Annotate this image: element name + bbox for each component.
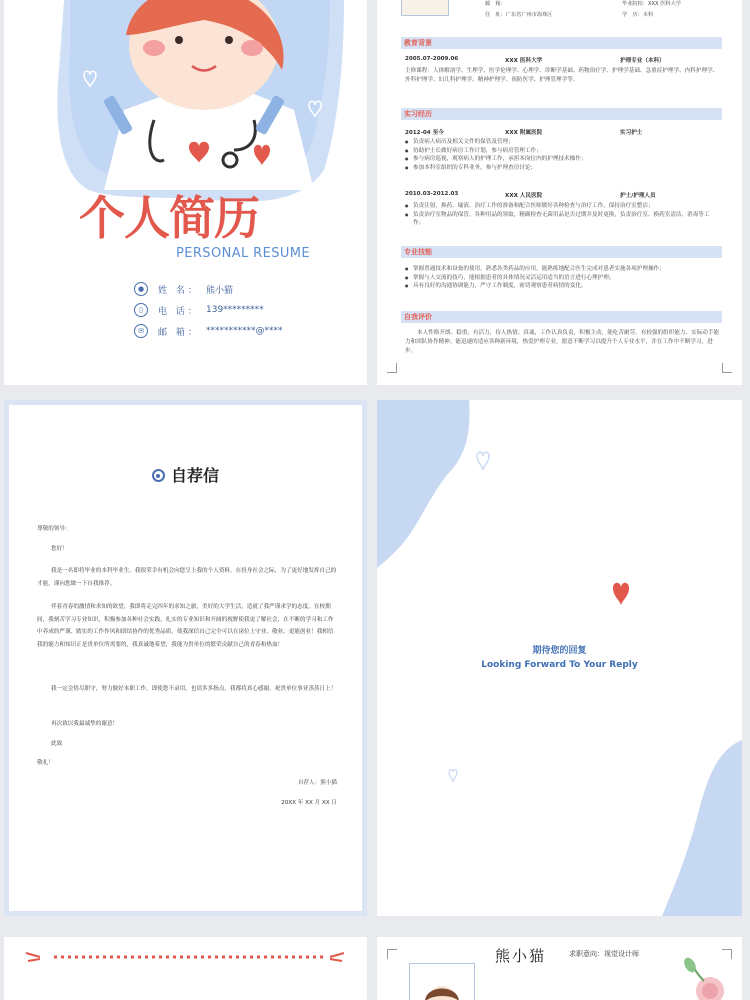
cover-letter-page bbox=[4, 400, 367, 916]
skills-heading: 专业技能 bbox=[401, 246, 722, 258]
resume-photo bbox=[401, 0, 449, 16]
cover-page bbox=[4, 0, 367, 385]
next-page-left bbox=[4, 937, 367, 1000]
back-cover-page bbox=[377, 400, 742, 916]
next-page-right bbox=[377, 937, 742, 1000]
skills-bullets bbox=[405, 265, 720, 291]
name-label: 姓 名： bbox=[158, 285, 200, 296]
letter-paragraph: 我是一名即将毕业的本科毕业生。我很荣幸有机会向您呈上我的个人资料。在投身社会之际，为了更好地发挥自己的才能，谨向您做一下自我推荐。 bbox=[37, 568, 337, 587]
reply-heading-cn: 期待您的回复 bbox=[532, 646, 587, 656]
edu-school: XXX 医科大学 bbox=[505, 58, 543, 64]
letter-closing: 敬礼！ bbox=[37, 760, 54, 766]
job1-org: XXX 附属医院 bbox=[505, 130, 543, 136]
list-item: ● 参加本科室组织的专科业务，参与护理查房讨论； bbox=[405, 164, 720, 173]
mail-icon: ✉ bbox=[134, 324, 148, 338]
edu-period: 2005.07-2009.06 bbox=[405, 56, 459, 62]
experience-heading: 实习经历 bbox=[401, 108, 722, 120]
self-eval-text: 本人性格开朗、稳重、有活力，待人热情、真诚，工作认真负责，积极主动，能吃苦耐劳，有较强的组织能力、实际动手能力和团队协作精神。能迅速的适应各种新环境，热爱护理专业，愿意不断学习以提升个人专业水平，并在工作中不断学习，进步。 bbox=[405, 330, 720, 354]
job1-role: 实习护士 bbox=[620, 130, 643, 136]
self-eval-heading: 自我评价 bbox=[401, 311, 722, 323]
list-item: ● 负责注射、换药、输液、治疗工作的准备和配合医师做好各种检查与治疗工作，保持治疗室整洁； bbox=[405, 202, 720, 211]
letter-paragraph: 伴着青春的激情和求知的欲望，我即将走完四年的求知之旅，美好的大学生活，造就了我严谨求学的态度。在校期间，我刻苦学习专业知识，积极参加各种社会实践，扎实的专业知识和开阔的视野使我更了解社会，在不断的学习和工作中养成的严谨、踏实的工作作风和团结协作的优秀品质，使我深信自己完全可以在岗位上守业、敬业、更能创业！我相信我的能力和知识正是贵单位所需要的，我真诚地希望，我能为贵单位的繁荣贡献自己的青春和热血！ bbox=[37, 604, 334, 648]
person-icon: ● bbox=[134, 282, 148, 296]
crop-mark bbox=[722, 363, 732, 373]
list-item: ● 负责病人病历及相关文件的保管及管理； bbox=[405, 138, 720, 147]
job2-role: 护士/护理人员 bbox=[620, 193, 656, 199]
job-row-2 bbox=[405, 191, 720, 199]
letter-salutation: 尊敬的领导： bbox=[37, 526, 71, 532]
profile-photo bbox=[409, 963, 475, 1000]
letter-paragraph: 我一定会恪尽职守，努力做好本职工作，即使您不录用，也请多多指点，我都将真心感谢，祝贵单位事业蒸蒸日上！ bbox=[51, 686, 337, 692]
letter-date: 20XX 年 XX 月 XX 日 bbox=[281, 800, 337, 806]
job-row-1 bbox=[405, 128, 720, 136]
job1-bullets bbox=[405, 138, 720, 172]
education-desc: 主修课程：人体解剖学、生理学、医学伦理学、心理学、诊断学基础、药物治疗学、护理学基础、急重症护理学、内科护理学、外科护理学、妇儿科护理学、精神护理学、预防医学、护理管理学等。 bbox=[405, 68, 719, 83]
letter-title bbox=[9, 463, 362, 486]
phone-icon: ▯ bbox=[134, 303, 148, 317]
target-icon bbox=[152, 469, 165, 482]
cover-subtitle: PERSONAL RESUME bbox=[176, 246, 311, 261]
crop-mark bbox=[387, 949, 397, 959]
edu-major: 护理专业（本科） bbox=[620, 58, 665, 64]
list-item: ● 具有良好的沟通协调能力，严守工作制度，密切观察患者病情的变化。 bbox=[405, 282, 720, 291]
list-item: ● 掌握与人交流的技巧，能根据患者的具体情况灵活运用适当的语言进行心理护理； bbox=[405, 274, 720, 283]
letter-greeting: 您好！ bbox=[51, 546, 68, 552]
blob-decoration bbox=[377, 400, 742, 916]
avatar bbox=[410, 964, 474, 1000]
job2-bullets bbox=[405, 202, 720, 228]
job2-period: 2010.03-2012.03 bbox=[405, 191, 459, 197]
job1-period: 2012-04 至今 bbox=[405, 130, 444, 136]
heart-icon bbox=[613, 583, 629, 606]
header-degree: 学 历：本科 bbox=[622, 12, 654, 18]
dash-border bbox=[4, 947, 367, 987]
flower-decoration bbox=[672, 951, 732, 1000]
resume-page bbox=[377, 0, 742, 385]
reply-heading-en: Looking Forward To Your Reply bbox=[481, 660, 638, 670]
profile-name: 熊小猫 bbox=[495, 947, 547, 965]
email-row bbox=[134, 324, 283, 338]
profile-job: 求职意向：视觉设计师 bbox=[569, 950, 639, 958]
phone-value: 139********* bbox=[206, 305, 264, 315]
name-value: 熊小猫 bbox=[206, 285, 234, 296]
header-address: 住 址：广东省广州市海珠区 bbox=[485, 12, 553, 18]
list-item: ● 参与病房巡视，观察病人的护理工作，承担本岗位内的护理技术操作； bbox=[405, 155, 720, 164]
letter-title-text: 自荐信 bbox=[170, 466, 219, 485]
letter-closing: 此致 bbox=[51, 741, 63, 747]
job2-org: XXX 人民医院 bbox=[505, 193, 543, 199]
list-item: ● 协助护士长做好病房工作计划，参与病房管理工作； bbox=[405, 147, 720, 156]
letter-paragraph: 再次致以我最诚挚的谢意！ bbox=[51, 721, 119, 727]
header-school: 毕业院校：XXX 医科大学 bbox=[622, 1, 681, 7]
education-heading: 教育背景 bbox=[401, 37, 722, 49]
header-email: 邮 箱： bbox=[485, 1, 506, 7]
name-row bbox=[134, 282, 233, 296]
list-item: ● 负责治疗室物品的保管，各种用品的领取，精确检查无菌用品是否过期并及时更换，负责治疗室、换药室清洁、消毒等工作； bbox=[405, 211, 720, 228]
email-value: ***********@**** bbox=[206, 326, 283, 336]
education-row bbox=[405, 56, 720, 64]
letter-signer: 自荐人：熊小猫 bbox=[297, 780, 337, 786]
email-label: 邮 箱： bbox=[158, 327, 200, 338]
phone-row bbox=[134, 303, 264, 317]
cover-title: 个人简历 bbox=[79, 191, 259, 245]
phone-label: 电 话： bbox=[158, 306, 200, 317]
list-item: ● 掌握普通技术和设备的使用，熟悉各类药品的应用，能熟练地配合医生完成对患者实施各项护理操作； bbox=[405, 265, 720, 274]
crop-mark bbox=[387, 363, 397, 373]
